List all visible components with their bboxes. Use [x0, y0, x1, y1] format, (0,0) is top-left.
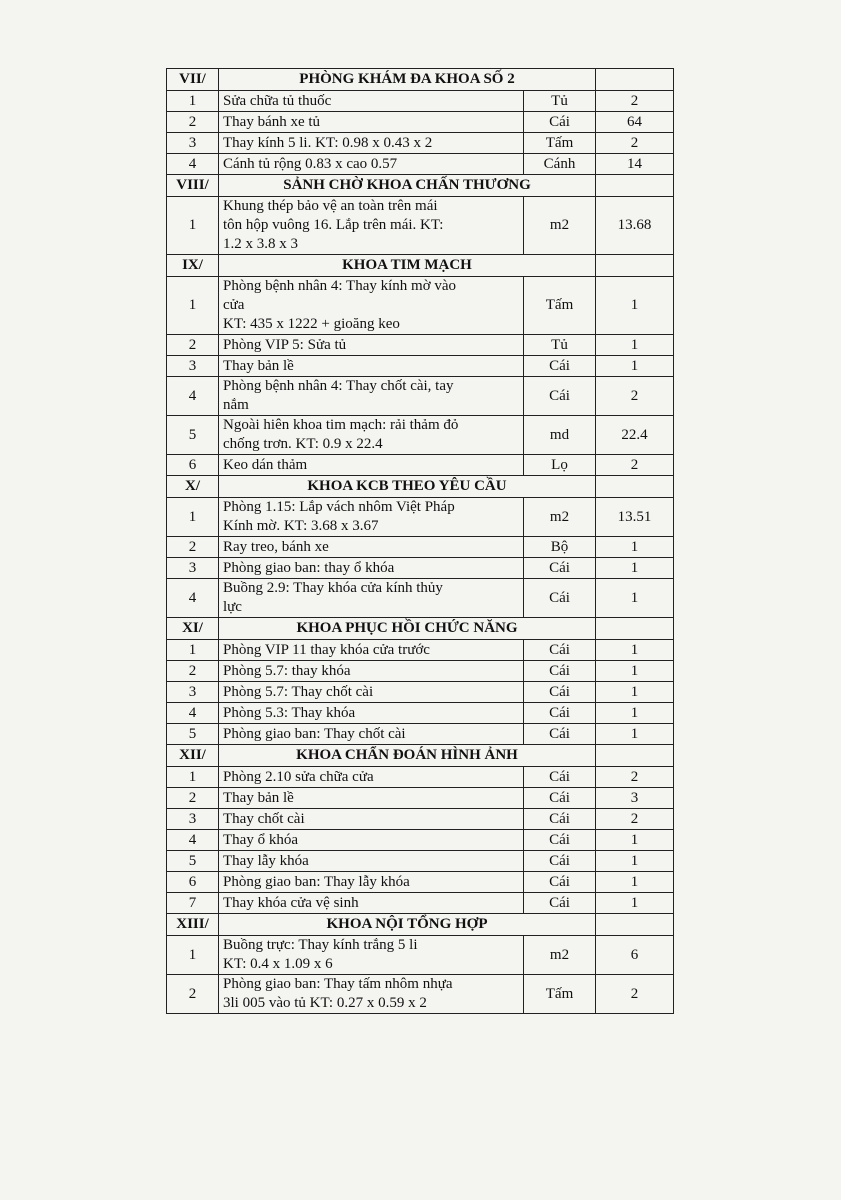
table-row	[167, 809, 674, 830]
description-line: Thay kính 5 li. KT: 0.98 x 0.43 x 2	[223, 134, 433, 151]
item-number: 2	[167, 112, 219, 133]
table-row	[167, 197, 674, 255]
item-description	[219, 661, 524, 682]
description-line: Thay lẫy khóa	[223, 852, 309, 869]
table-row	[167, 682, 674, 703]
section-title: KHOA PHỤC HỒI CHỨC NĂNG	[219, 618, 596, 640]
item-unit: Tủ	[524, 91, 596, 112]
item-unit: Tấm	[524, 277, 596, 335]
item-number: 4	[167, 154, 219, 175]
item-number: 1	[167, 197, 219, 255]
item-number: 2	[167, 335, 219, 356]
item-unit: Tấm	[524, 975, 596, 1014]
description-line: Phòng 1.15: Lắp vách nhôm Việt Pháp	[223, 499, 455, 515]
section-number: XII/	[167, 745, 219, 767]
description-line: Thay bản lề	[223, 789, 294, 806]
section-title: KHOA CHẨN ĐOÁN HÌNH ẢNH	[219, 745, 596, 767]
item-description	[219, 197, 524, 255]
description-line: KT: 435 x 1222 + gioăng keo	[223, 316, 400, 332]
section-number: IX/	[167, 255, 219, 277]
item-quantity: 22.4	[596, 416, 674, 455]
item-unit: Cái	[524, 893, 596, 914]
item-number: 5	[167, 416, 219, 455]
item-quantity: 13.68	[596, 197, 674, 255]
description-line: 1.2 x 3.8 x 3	[223, 236, 298, 252]
item-description	[219, 335, 524, 356]
table-row	[167, 788, 674, 809]
table-row	[167, 767, 674, 788]
item-description	[219, 724, 524, 745]
item-quantity: 1	[596, 277, 674, 335]
section-title: KHOA NỘI TỔNG HỢP	[219, 914, 596, 936]
item-unit: Cái	[524, 851, 596, 872]
section-header-row	[167, 476, 674, 498]
item-description	[219, 830, 524, 851]
item-number: 4	[167, 377, 219, 416]
section-header-row	[167, 618, 674, 640]
item-number: 3	[167, 682, 219, 703]
item-unit: m2	[524, 197, 596, 255]
item-description	[219, 872, 524, 893]
item-quantity: 1	[596, 830, 674, 851]
table-row	[167, 872, 674, 893]
item-description	[219, 133, 524, 154]
item-quantity: 2	[596, 767, 674, 788]
item-unit: Cái	[524, 377, 596, 416]
description-line: 3li 005 vào tủ KT: 0.27 x 0.59 x 2	[223, 995, 427, 1011]
item-quantity: 1	[596, 537, 674, 558]
description-line: Phòng 5.7: Thay chốt cài	[223, 683, 374, 700]
section-header-row	[167, 745, 674, 767]
table-row	[167, 724, 674, 745]
item-quantity: 14	[596, 154, 674, 175]
item-unit: Lọ	[524, 455, 596, 476]
item-unit: Cái	[524, 788, 596, 809]
table-row	[167, 455, 674, 476]
table-row	[167, 277, 674, 335]
item-quantity: 1	[596, 335, 674, 356]
item-unit: m2	[524, 936, 596, 975]
item-description	[219, 788, 524, 809]
description-line: Khung thép bảo vệ an toàn trên mái	[223, 198, 438, 214]
section-empty-cell	[596, 69, 674, 91]
section-empty-cell	[596, 476, 674, 498]
item-quantity: 2	[596, 455, 674, 476]
table-row	[167, 356, 674, 377]
item-description	[219, 112, 524, 133]
item-quantity: 13.51	[596, 498, 674, 537]
section-number: XIII/	[167, 914, 219, 936]
description-line: Phòng 2.10 sửa chữa cửa	[223, 768, 374, 785]
table-row	[167, 830, 674, 851]
item-unit: Cái	[524, 661, 596, 682]
item-number: 3	[167, 558, 219, 579]
description-line: Cánh tủ rộng 0.83 x cao 0.57	[223, 155, 398, 172]
item-description	[219, 537, 524, 558]
section-empty-cell	[596, 175, 674, 197]
item-number: 4	[167, 703, 219, 724]
table-row	[167, 133, 674, 154]
item-quantity: 2	[596, 91, 674, 112]
item-description	[219, 416, 524, 455]
item-unit: Cái	[524, 767, 596, 788]
description-line: Phòng giao ban: Thay tấm nhôm nhựa	[223, 976, 453, 992]
item-number: 1	[167, 498, 219, 537]
item-unit: Cánh	[524, 154, 596, 175]
section-title: PHÒNG KHÁM ĐA KHOA SỐ 2	[219, 69, 596, 91]
description-line: lực	[223, 599, 242, 615]
item-number: 4	[167, 830, 219, 851]
section-empty-cell	[596, 914, 674, 936]
section-header-row	[167, 69, 674, 91]
item-description	[219, 154, 524, 175]
item-number: 6	[167, 872, 219, 893]
section-title: KHOA KCB THEO YÊU CẦU	[219, 476, 596, 498]
description-line: Phòng bệnh nhân 4: Thay kính mờ vào	[223, 278, 457, 294]
description-line: Thay ổ khóa	[223, 831, 298, 848]
section-number: VIII/	[167, 175, 219, 197]
item-description	[219, 640, 524, 661]
item-description	[219, 682, 524, 703]
item-number: 1	[167, 936, 219, 975]
description-line: tôn hộp vuông 16. Lắp trên mái. KT:	[223, 217, 444, 233]
table-row	[167, 661, 674, 682]
description-line: Ngoài hiên khoa tim mạch: rải thảm đỏ	[223, 417, 459, 433]
item-unit: Cái	[524, 356, 596, 377]
description-line: Phòng VIP 11 thay khóa cửa trước	[223, 641, 430, 658]
item-quantity: 1	[596, 661, 674, 682]
item-number: 6	[167, 455, 219, 476]
description-line: Keo dán thảm	[223, 456, 308, 473]
item-description	[219, 356, 524, 377]
table-row	[167, 579, 674, 618]
item-quantity: 1	[596, 640, 674, 661]
description-line: KT: 0.4 x 1.09 x 6	[223, 956, 333, 972]
section-number: XI/	[167, 618, 219, 640]
item-number: 3	[167, 133, 219, 154]
table-row	[167, 498, 674, 537]
item-unit: Cái	[524, 809, 596, 830]
section-empty-cell	[596, 618, 674, 640]
table-row	[167, 416, 674, 455]
item-number: 2	[167, 661, 219, 682]
item-quantity: 2	[596, 377, 674, 416]
item-description	[219, 703, 524, 724]
item-description	[219, 455, 524, 476]
item-number: 1	[167, 640, 219, 661]
description-line: Thay bánh xe tủ	[223, 113, 321, 130]
table-row	[167, 537, 674, 558]
section-number: VII/	[167, 69, 219, 91]
item-quantity: 1	[596, 579, 674, 618]
item-description	[219, 377, 524, 416]
item-number: 1	[167, 91, 219, 112]
item-quantity: 2	[596, 133, 674, 154]
item-description	[219, 851, 524, 872]
item-unit: m2	[524, 498, 596, 537]
description-line: nắm	[223, 397, 249, 413]
description-line: Phòng giao ban: Thay chốt cài	[223, 725, 406, 742]
item-quantity: 6	[596, 936, 674, 975]
item-quantity: 2	[596, 809, 674, 830]
section-title: KHOA TIM MẠCH	[219, 255, 596, 277]
table-row	[167, 851, 674, 872]
item-number: 5	[167, 851, 219, 872]
table-body	[167, 69, 674, 1014]
table-row	[167, 936, 674, 975]
item-unit: Cái	[524, 682, 596, 703]
section-header-row	[167, 175, 674, 197]
item-quantity: 3	[596, 788, 674, 809]
item-unit: Cái	[524, 112, 596, 133]
item-description	[219, 579, 524, 618]
repair-items-table	[166, 68, 674, 1014]
description-line: Phòng 5.3: Thay khóa	[223, 704, 356, 721]
table-row	[167, 640, 674, 661]
table-row	[167, 558, 674, 579]
item-description	[219, 975, 524, 1014]
item-quantity: 1	[596, 558, 674, 579]
section-number: X/	[167, 476, 219, 498]
description-line: Buồng 2.9: Thay khóa cửa kính thủy	[223, 580, 443, 596]
item-description	[219, 767, 524, 788]
item-number: 5	[167, 724, 219, 745]
item-quantity: 1	[596, 724, 674, 745]
section-title: SẢNH CHỜ KHOA CHẤN THƯƠNG	[219, 175, 596, 197]
table-row	[167, 703, 674, 724]
item-quantity: 1	[596, 851, 674, 872]
item-unit: Tấm	[524, 133, 596, 154]
description-line: Ray treo, bánh xe	[223, 538, 329, 555]
item-description	[219, 893, 524, 914]
description-line: chống trơn. KT: 0.9 x 22.4	[223, 436, 383, 452]
item-unit: Cái	[524, 703, 596, 724]
description-line: Phòng VIP 5: Sửa tủ	[223, 336, 347, 353]
item-unit: Cái	[524, 558, 596, 579]
item-quantity: 2	[596, 975, 674, 1014]
table-row	[167, 112, 674, 133]
item-number: 4	[167, 579, 219, 618]
item-unit: Cái	[524, 724, 596, 745]
item-unit: Cái	[524, 872, 596, 893]
table-row	[167, 377, 674, 416]
item-quantity: 64	[596, 112, 674, 133]
item-number: 3	[167, 356, 219, 377]
description-line: Buồng trực: Thay kính trắng 5 li	[223, 937, 418, 953]
item-description	[219, 558, 524, 579]
item-description	[219, 277, 524, 335]
description-line: Phòng 5.7: thay khóa	[223, 662, 351, 679]
item-number: 1	[167, 767, 219, 788]
item-quantity: 1	[596, 356, 674, 377]
item-quantity: 1	[596, 893, 674, 914]
item-unit: Cái	[524, 640, 596, 661]
item-number: 2	[167, 537, 219, 558]
section-empty-cell	[596, 255, 674, 277]
item-unit: Cái	[524, 830, 596, 851]
item-description	[219, 809, 524, 830]
item-number: 7	[167, 893, 219, 914]
section-header-row	[167, 914, 674, 936]
item-number: 2	[167, 788, 219, 809]
item-unit: Cái	[524, 579, 596, 618]
item-description	[219, 91, 524, 112]
item-number: 3	[167, 809, 219, 830]
item-quantity: 1	[596, 682, 674, 703]
description-line: Phòng giao ban: thay ổ khóa	[223, 559, 395, 576]
description-line: Thay chốt cài	[223, 810, 305, 827]
table-row	[167, 893, 674, 914]
item-unit: md	[524, 416, 596, 455]
description-line: Thay bản lề	[223, 357, 294, 374]
description-line: Thay khóa cửa vệ sinh	[223, 894, 359, 911]
section-empty-cell	[596, 745, 674, 767]
description-line: Phòng giao ban: Thay lẫy khóa	[223, 873, 410, 890]
table-row	[167, 975, 674, 1014]
section-header-row	[167, 255, 674, 277]
item-number: 2	[167, 975, 219, 1014]
item-number: 1	[167, 277, 219, 335]
description-line: Kính mờ. KT: 3.68 x 3.67	[223, 518, 379, 534]
table-row	[167, 335, 674, 356]
item-description	[219, 936, 524, 975]
table-row	[167, 91, 674, 112]
description-line: cửa	[223, 297, 245, 313]
item-description	[219, 498, 524, 537]
table-row	[167, 154, 674, 175]
item-quantity: 1	[596, 703, 674, 724]
description-line: Phòng bệnh nhân 4: Thay chốt cài, tay	[223, 378, 454, 394]
item-quantity: 1	[596, 872, 674, 893]
item-unit: Tủ	[524, 335, 596, 356]
item-unit: Bộ	[524, 537, 596, 558]
description-line: Sửa chữa tủ thuốc	[223, 92, 332, 109]
